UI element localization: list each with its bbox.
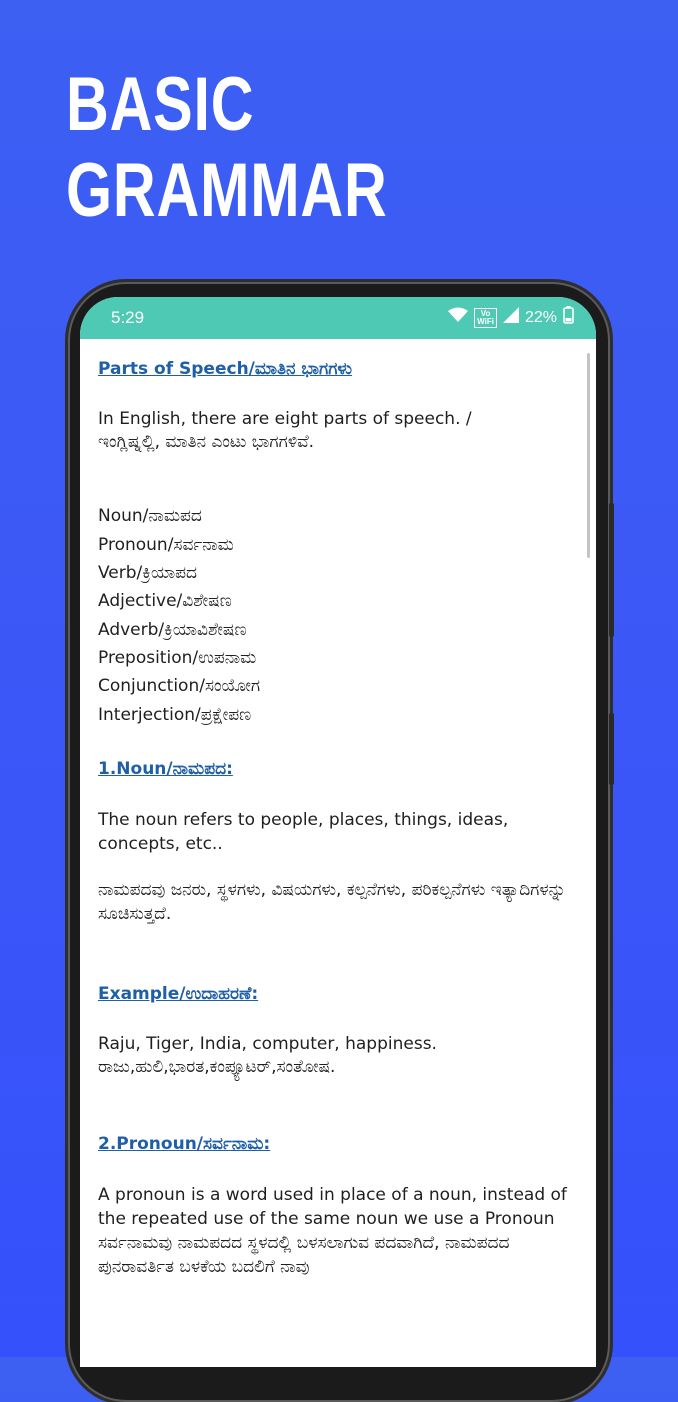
noun-kannada: ನಾಮಪದವು ಜನರು, ಸ್ಥಳಗಳು, ವಿಷಯಗಳು, ಕಲ್ಪನೆಗಳು, ಪರಿಕಲ್ಪನೆಗಳು ಇತ್ಯಾದಿಗಳನ್ನು ಸೂಚಿಸುತ್ತದೆ.: [98, 880, 566, 924]
status-icons: [448, 306, 574, 329]
status-bar: [80, 297, 596, 339]
part-of-speech-item: Adverb/ಕ್ರಿಯಾವಿಶೇಷಣ: [98, 620, 247, 640]
example-english: Raju, Tiger, India, computer, happiness.: [98, 1034, 437, 1054]
part-of-speech-item: Preposition/ಉಪನಾಮ: [98, 648, 257, 668]
pronoun-english: A pronoun is a word used in place of a noun, instead of the repeated use of the same noun we use a Pronoun: [98, 1185, 567, 1229]
vowifi-icon: [474, 308, 497, 328]
promo-line-2: GRAMMAR: [66, 148, 388, 233]
part-of-speech-item: Interjection/ಪ್ರಕ್ಷೇಪಣ: [98, 705, 252, 725]
promo-headline: [66, 62, 388, 234]
pronoun-heading: 2.Pronoun/ಸರ್ವನಾಮ:: [98, 1134, 271, 1154]
scrollbar[interactable]: [587, 353, 590, 558]
intro-kannada: ಇಂಗ್ಲಿಷ್ನಲ್ಲಿ, ಮಾತಿನ ಎಂಟು ಭಾಗಗಳಿವೆ.: [98, 432, 315, 452]
phone-screen: [80, 297, 596, 1367]
part-of-speech-item: Verb/ಕ್ರಿಯಾಪದ: [98, 563, 198, 583]
noun-english: The noun refers to people, places, things, ideas, concepts, etc..: [98, 810, 509, 854]
status-time: 5:29: [111, 308, 145, 327]
part-of-speech-item: Noun/ನಾಮಪದ: [98, 506, 202, 526]
battery-percent: 22%: [524, 308, 557, 326]
section-title: Parts of Speech/ಮಾತಿನ ಭಾಗಗಳು: [98, 359, 353, 379]
phone-power-button: [609, 713, 614, 785]
promo-line-1: BASIC: [66, 62, 255, 147]
example-kannada: ರಾಜು,ಹುಲಿ,ಭಾರತ,ಕಂಪ್ಯೂಟರ್,ಸಂತೋಷ.: [98, 1057, 336, 1077]
intro-english: In English, there are eight parts of speech. /: [98, 409, 472, 429]
part-of-speech-item: Conjunction/ಸಂಯೋಗ: [98, 676, 261, 696]
example-heading: Example/ಉದಾಹರಣೆ:: [98, 984, 259, 1004]
part-of-speech-item: Adjective/ವಿಶೇಷಣ: [98, 591, 232, 611]
signal-icon: [503, 307, 519, 328]
pronoun-kannada: ಸರ್ವನಾಮವು ನಾಮಪದದ ಸ್ಥಳದಲ್ಲಿ ಬಳಸಲಾಗುವ ಪದವಾಗಿದೆ, ನಾಮಪದದ ಪುನರಾವರ್ತಿತ ಬಳಕೆಯ ಬದಲಿಗೆ ನಾವು: [98, 1233, 510, 1277]
part-of-speech-item: Pronoun/ಸರ್ವನಾಮ: [98, 535, 234, 555]
wifi-icon: [448, 307, 468, 328]
vowifi-top-label: Vo: [480, 308, 491, 318]
noun-heading: 1.Noun/ನಾಮಪದ:: [98, 759, 233, 779]
battery-icon: [563, 306, 574, 329]
phone-volume-button: [609, 503, 614, 637]
vowifi-bottom-label: WiFi: [477, 316, 494, 326]
